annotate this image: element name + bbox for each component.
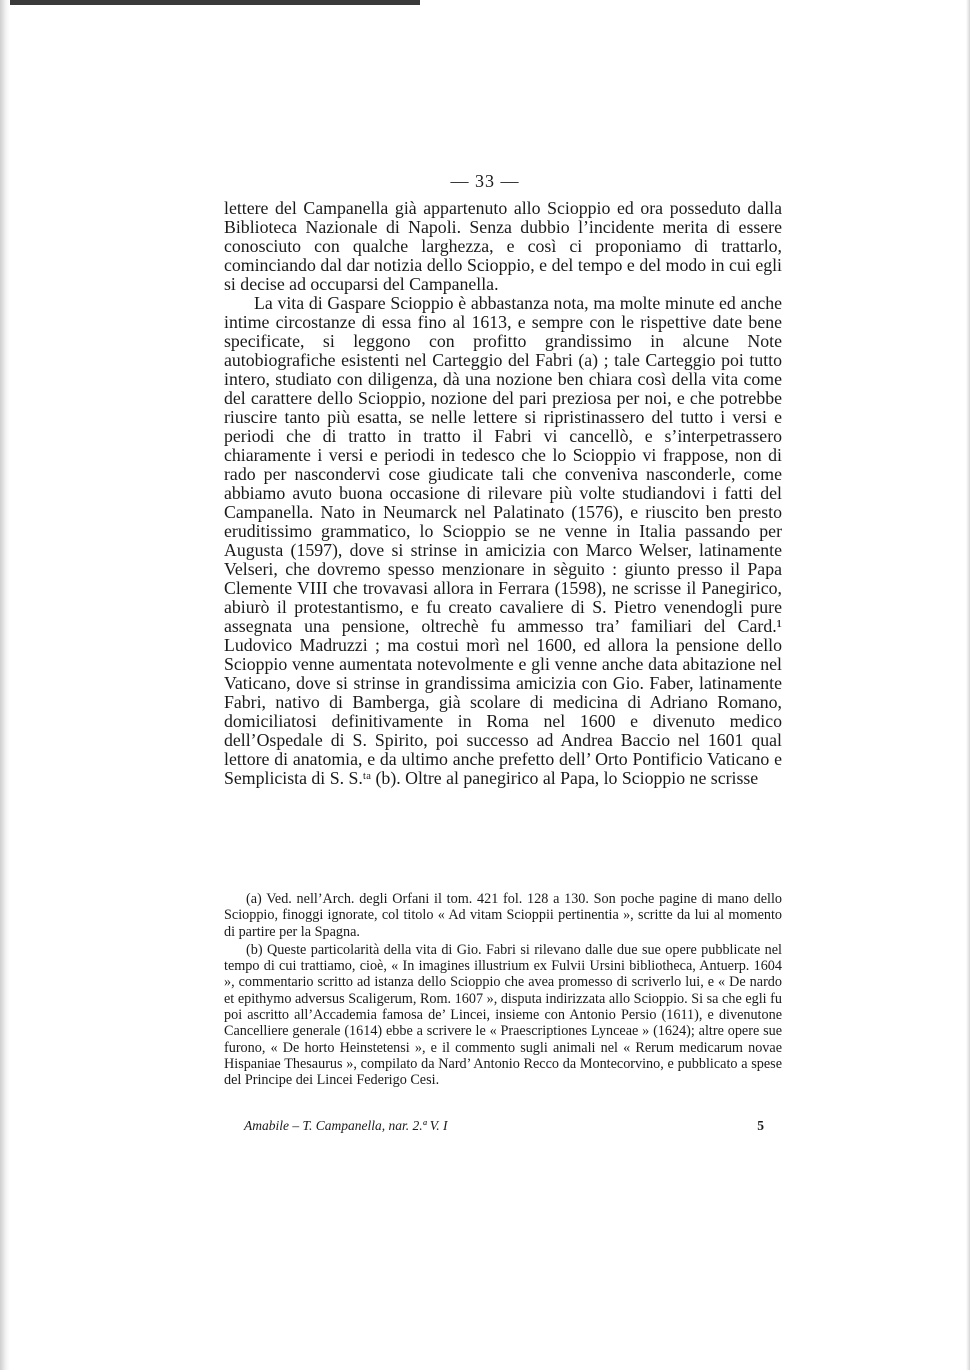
scan-left-edge — [0, 0, 10, 1370]
paragraph-1: lettere del Campanella già appartenuto allo Scioppio ed ora posseduto dalla Biblioteca Nazionale di Napoli. Senza dubbio l’incidente merita di essere conosciuto con qualche larghezza, e così ci proponiamo di trattarlo, cominciando dal dar notizia dello Scioppio, e del tempo e del modo in cui egli si decise ad occuparsi del Campanella. — [224, 198, 782, 294]
footnote-b: (b) Queste particolarità della vita di Gio. Fabri si rilevano dalle due sue opere pubblicate nel tempo di cui trattiamo, cioè, « In imagines illustrium ex Fulvii Ursini bibliotheca, Antuerp. 1604 », commentario scritto ad istanza dello Scioppio che avea promesso di scriverlo lui, e « De nardo et epithymo adversus Scaligerum, Rom. 1607 », disputa indirizzata allo Scioppio. Si sa che egli fu poi ascritto all’Accademia famosa de’ Lincei, insieme con Antonio Persio (1611), e divenutone Cancelliere generale (1614) ebbe a scrivere le « Praescriptiones Lynceae » (1624); altre opere sue furono, « De horto Heinstetensi », e il commento sugli animali nel « Rerum medicarum novae Hispaniae Thesaurus », compilato da Nard’ Antonio Recco da Montecorvino, e pubblicato a spese del Principe dei Lincei Federigo Cesi. — [224, 941, 782, 1089]
footnotes — [224, 891, 782, 1091]
paragraph-2: La vita di Gaspare Scioppio è abbastanza nota, ma molte minute ed anche intime circostanze di essa fino al 1613, e sempre con le rispettive date bene specificate, si leggono con profitto grandissimo in alcune Note autobiografiche esistenti nel Carteggio del Fabri (a) ; tale Carteggio poi tutto intero, studiato con diligenza, dà una nozione ben chiara così della vita come del carattere dello Scioppio, nozione del pari preziosa per noi, e che potrebbe riuscire tanto più esatta, se nelle lettere si ripristinassero del tutto i versi e periodi che di tratto in tratto il Fabri vi cancellò, e s’interpetrassero chiaramente i versi e periodi in tedesco che lo Scioppio vi frappose, non di rado per nascondervi cose giudicate tali che conveniva nasconderle, come abbiamo avuto buona occasione di rilevare più volte studiandovi i fatti del Campanella. Nato in Neumarck nel Palatinato (1576), e riuscito ben presto eruditissimo grammatico, lo Scioppio se ne venne in Italia passando per Augusta (1597), dove si strinse in amicizia con Marco Welser, latinamente Velseri, che dovremo spesso menzionare in sèguito : giunto presso il Papa Clemente VIII che trovavasi allora in Ferrara (1598), ne scrisse il Panegirico, abiurò il protestantismo, e fu creato cavaliere di S. Pietro venendogli pure assegnata una pensione, oltrechè fu ammesso tra’ familiari del Card.¹ Ludovico Madruzzi ; ma costui morì nel 1600, ed allora la pensione dello Scioppio venne aumentata notevolmente e gli venne anche data abitazione nel Vaticano, dove si strinse in grandissima amicizia con Gio. Faber, latinamente Fabri, nativo di Bamberga, già scolare di medicina di Adriano Romano, domiciliatosi definitivamente in Roma nel 1600 e divenuto medico dell’Ospedale di S. Spirito, poi successo ad Andrea Baccio nel 1601 qual lettore di anatomia, e da ultimo anche prefetto dell’ Orto Pontificio Vaticano e Semplicista di S. S.ᵗᵃ (b). Oltre al panegirico al Papa, lo Scioppio ne scrisse — [224, 293, 782, 788]
page-number: — 33 — — [450, 171, 520, 191]
scan-top-rule — [0, 0, 420, 5]
signature-mark: Amabile – T. Campanella, nar. 2.ª V. I — [244, 1118, 448, 1133]
footnote-a: (a) Ved. nell’Arch. degli Orfani il tom. 421 fol. 128 a 130. Son poche pagine di mano dello Scioppio, finoggi ignorate, col titolo « Ad vitam Scioppii pertinentia », scritte da lui al momento di partire per la Spagna. — [224, 891, 782, 940]
body-text — [224, 199, 782, 788]
scan-right-edge — [966, 0, 970, 1370]
printer-signature — [244, 1118, 764, 1134]
gathering-number: 5 — [757, 1118, 764, 1133]
